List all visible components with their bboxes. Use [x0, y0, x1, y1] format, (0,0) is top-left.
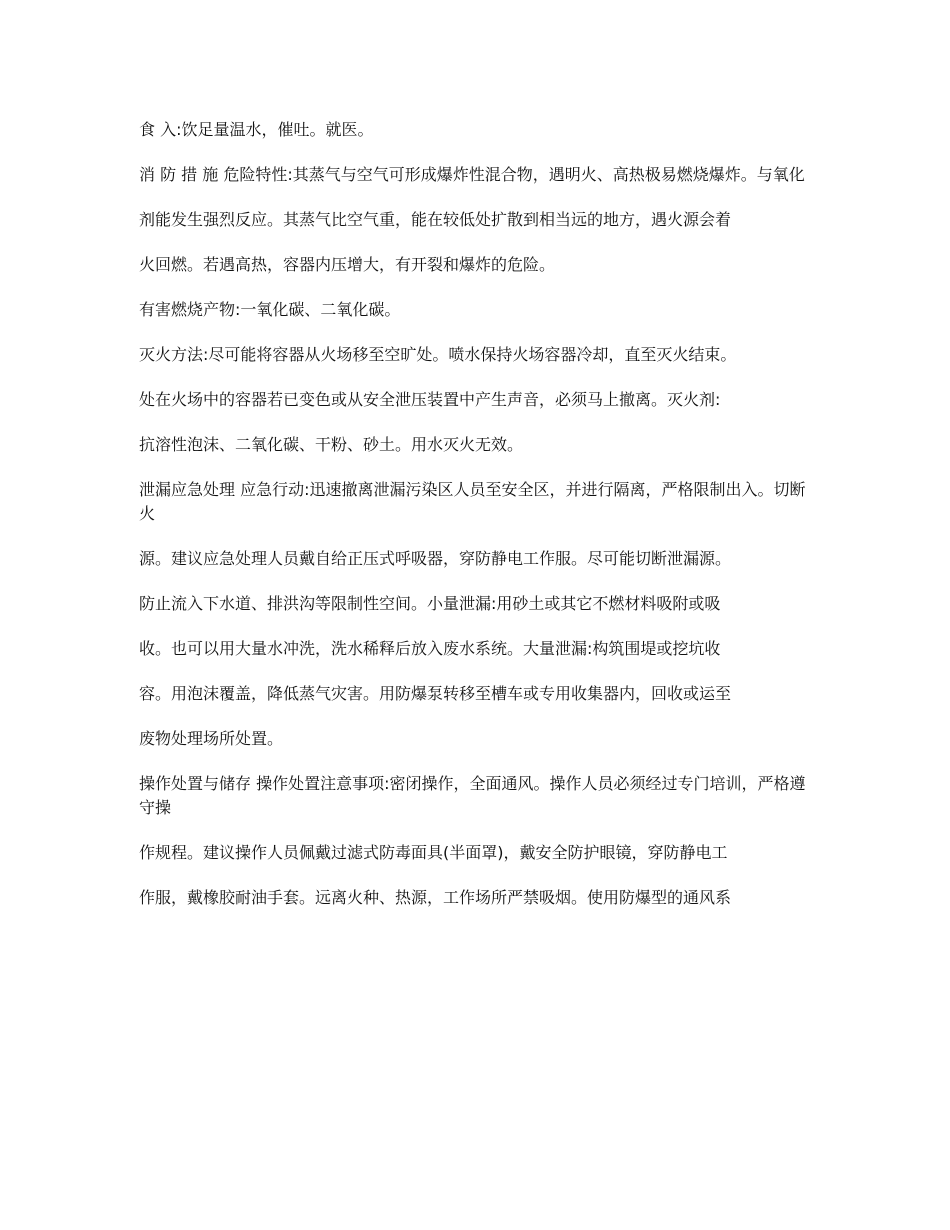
paragraph-fire-hazard: 消 防 措 施 危险特性:其蒸气与空气可形成爆炸性混合物，遇明火、高热极易燃烧爆炸。与氧化 [139, 165, 805, 184]
document-body [139, 118, 819, 931]
paragraph-large-leak: 收。也可以用大量水冲洗，洗水稀释后放入废水系统。大量泄漏:构筑围堤或挖坑收 [139, 639, 721, 658]
paragraph-combustion-products: 有害燃烧产物:一氧化碳、二氧化碳。 [139, 300, 401, 319]
paragraph-extinguishing-method: 灭火方法:尽可能将容器从火场移至空旷处。喷水保持火场容器冷却，直至灭火结束。 [139, 345, 737, 364]
paragraph-flashback: 火回燃。若遇高热，容器内压增大，有开裂和爆炸的危险。 [139, 255, 556, 274]
paragraph-waste-disposal: 废物处理场所处置。 [139, 729, 284, 748]
paragraph-ingestion: 食 入:饮足量温水，催吐。就医。 [139, 120, 374, 139]
paragraph-leak-emergency: 泄漏应急处理 应急行动:迅速撤离泄漏污染区人员至安全区，并进行隔离，严格限制出入。切断火 [139, 480, 806, 523]
paragraph-extinguishing-agents: 抗溶性泡沫、二氧化碳、干粉、砂土。用水灭火无效。 [139, 435, 524, 454]
paragraph-small-leak: 防止流入下水道、排洪沟等限制性空间。小量泄漏:用砂土或其它不燃材料吸附或吸 [139, 594, 721, 613]
paragraph-oxidizer-reaction: 剂能发生强烈反应。其蒸气比空气重，能在较低处扩散到相当远的地方，遇火源会着 [139, 210, 732, 229]
paragraph-operating-rules: 作规程。建议操作人员佩戴过滤式防毒面具(半面罩)，戴安全防护眼镜，穿防静电工 [139, 843, 728, 862]
paragraph-responder-protection: 源。建议应急处理人员戴自给正压式呼吸器，穿防静电工作服。尽可能切断泄漏源。 [139, 549, 732, 568]
paragraph-container-evacuation: 处在火场中的容器若已变色或从安全泄压装置中产生声音，必须马上撤离。灭火剂: [139, 390, 721, 409]
paragraph-handling-storage: 操作处置与储存 操作处置注意事项:密闭操作，全面通风。操作人员必须经过专门培训，严格遵守操 [139, 774, 806, 817]
paragraph-workwear: 作服，戴橡胶耐油手套。远离火种、热源，工作场所严禁吸烟。使用防爆型的通风系 [139, 888, 732, 907]
paragraph-foam-cover: 容。用泡沫覆盖，降低蒸气灾害。用防爆泵转移至槽车或专用收集器内，回收或运至 [139, 684, 732, 703]
